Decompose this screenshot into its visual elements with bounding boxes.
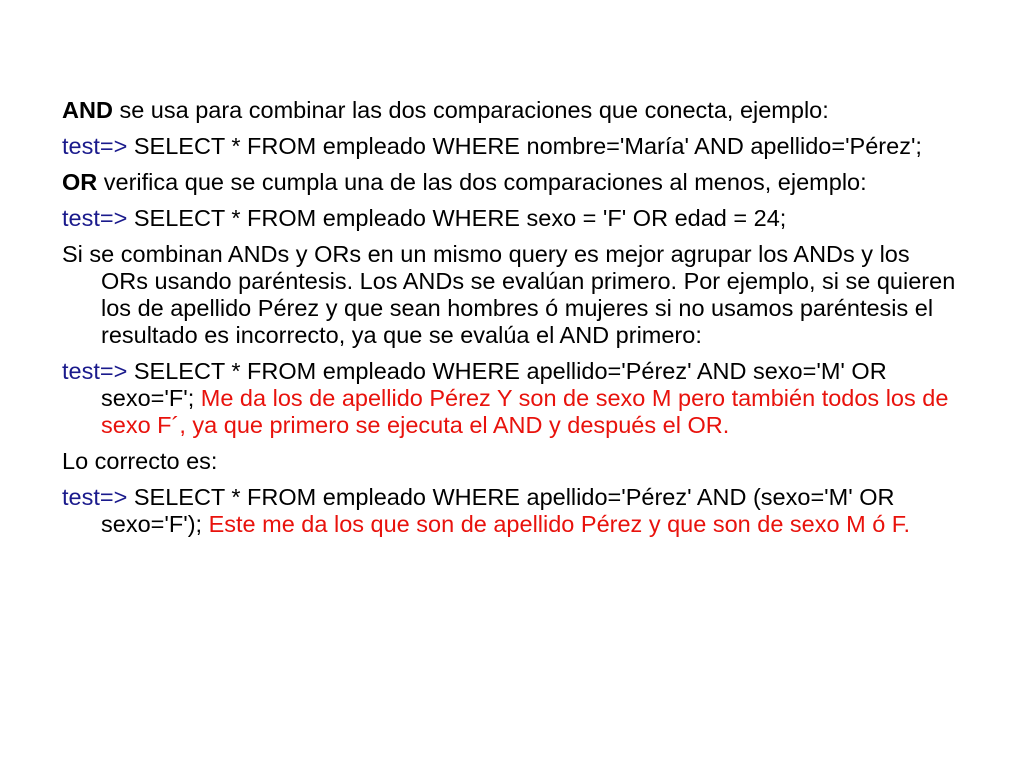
wrong-example-note: Me da los de apellido Pérez Y son de sexo M pero también todos los de sexo F´, ya que primero se ejecuta el AND y después el OR. — [101, 385, 949, 438]
wrong-example-sql: SELECT * FROM empleado WHERE apellido='Pérez' AND sexo='M' OR sexo='F'; — [101, 358, 887, 411]
or-keyword: OR — [62, 169, 98, 195]
or-description-text: verifica que se cumpla una de las dos comparaciones al menos, ejemplo: — [97, 169, 867, 195]
and-example-sql: SELECT * FROM empleado WHERE nombre='María' AND apellido='Pérez'; — [127, 133, 922, 159]
or-example — [62, 205, 962, 232]
and-example — [62, 133, 962, 160]
correct-example-sql: SELECT * FROM empleado WHERE apellido='Pérez' AND (sexo='M' OR sexo='F'); — [101, 484, 895, 537]
wrong-example-prompt: test=> — [62, 358, 128, 384]
and-example-prompt: test=> — [62, 133, 128, 159]
or-example-sql: SELECT * FROM empleado WHERE sexo = 'F' OR edad = 24; — [127, 205, 787, 231]
or-example-prompt: test=> — [62, 205, 128, 231]
correct-example-prompt: test=> — [62, 484, 128, 510]
slide-content — [62, 97, 962, 547]
wrong-example — [62, 358, 962, 439]
or-description — [62, 169, 962, 196]
correct-example-note: Este me da los que son de apellido Pérez y que son de sexo M ó F. — [208, 511, 911, 537]
and-description-text: se usa para combinar las dos comparaciones que conecta, ejemplo: — [112, 97, 829, 123]
combine-description: Si se combinan ANDs y ORs en un mismo query es mejor agrupar los ANDs y los ORs usando paréntesis. Los ANDs se evalúan primero. Por ejemplo, si se quieren los de apellido Pérez y que sean hombres ó mujeres si no usamos paréntesis el resultado es incorrecto, ya que se evalúa el AND primero: — [62, 241, 956, 348]
correct-label: Lo correcto es: — [62, 448, 218, 474]
and-keyword: AND — [62, 97, 113, 123]
and-description — [62, 97, 962, 124]
correct-example — [62, 484, 962, 538]
